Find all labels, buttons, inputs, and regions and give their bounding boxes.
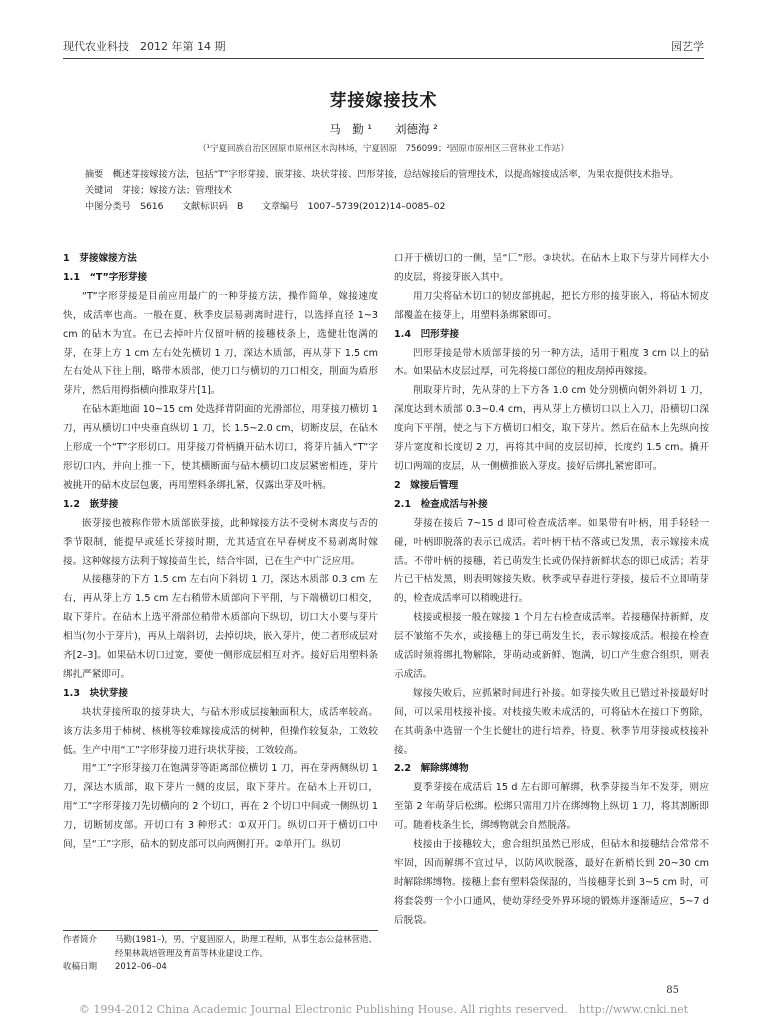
article-authors: 马 勤 ¹ 刘德海 ² (329, 122, 438, 136)
journal-info: 现代农业科技 2012 年第 14 期 (63, 40, 226, 53)
body-paragraph: 用刀尖将砧木切口的韧皮部挑起，把长方形的接芽嵌入，将砧木韧皮部覆盖在接芽上，用塑料条绑紧即可。 (394, 290, 709, 321)
section-heading: 2.2 解除绑缚物 (394, 763, 469, 775)
body-paragraph: 枝接由于接穗较大，愈合组织虽然已形成，但砧木和接穗结合常常不牢固，因而解绑不宜过早，以防风吹脱落，最好在新梢长到 20~30 cm 时解除绑缚物。接穗上套有塑料袋保湿的，当接穗芽长到 3~5 cm 时，可将套袋剪一个小口通风，使幼芽经受外界环境的锻炼并逐渐适应，5~7 d 后脱袋。 (394, 839, 709, 926)
body-paragraph: 块状芽接所取的接芽块大，与砧木形成层接触面积大，成活率较高。该方法多用于柿树、核桃等较难嫁接成活的树种，但操作较复杂，工效较低。生产中用“工”字形芽接刀进行块状芽接，工效较高。 (63, 706, 378, 756)
section-heading: 1.3 块状芽接 (63, 687, 128, 699)
body-paragraph: 嫁接失败后，应抓紧时间进行补接。如芽接失败且已错过补接最好时间，可以采用枝接补接。对枝接失败未成活的，可将砧木在接口下剪除，在其萌条中选留一个生长健壮的进行培养，待夏、秋季节用芽接或枝接补接。 (394, 687, 709, 756)
right-column (394, 250, 709, 931)
footnote-rule (63, 930, 378, 931)
received-date (63, 961, 378, 975)
body-paragraph: 口开于横切口的一侧，呈“匚”形。③块状。在砧木上取下与芽片同样大小的皮层，将接芽嵌入其中。 (394, 253, 709, 283)
author-bio (63, 934, 378, 961)
header-rule (63, 58, 704, 59)
section-heading: 1.2 嵌芽接 (63, 498, 119, 510)
running-header (63, 38, 704, 56)
abstract-block (63, 167, 704, 215)
body-paragraph: 凹形芽接是带木质部芽接的另一种方法，适用于粗度 3 cm 以上的砧木。如果砧木皮层过厚，可先将接口部位的粗皮刮掉再嫁接。 (394, 347, 709, 378)
author-bio-label: 作者简介 (63, 935, 98, 945)
body-paragraph: 从接穗芽的下方 1.5 cm 左右向下斜切 1 刀，深达木质部 0.3 cm 左右，再从芽上方 1.5 cm 左右稍带木质部向下平削，与下端横切口相交，取下芽片。在砧木上选平滑部位稍带木质部向下纵切，切口大小要与芽片相当(勿小于芽片)，再从上端斜切，去掉切块，嵌入芽片，使二者形成层对齐[2–3]。如果砧木切口过宽，要使一侧形成层相互对齐。接好后用塑料条绑扎严紧即可。 (63, 574, 378, 680)
body-paragraph: 枝接或根接一般在嫁接 1 个月左右检查成活率。若接穗保持新鲜，皮层不皱缩不失水，或接穗上的芽已萌发生长，表示嫁接成活。根接在检查成活时须将绑扎物解除，芽萌动或新鲜、饱满，切口产生愈合组织，则表示成活。 (394, 612, 709, 680)
section-heading: 2.1 检查成活与补接 (394, 498, 488, 510)
body-paragraph: 在砧木距地面 10~15 cm 处选择背阴面的光滑部位，用芽接刀横切 1 刀，再从横切口中央垂直纵切 1 刀，长 1.5~2.0 cm，切断皮层，在砧木上形成一个“T”字形切口。用芽接刀骨柄撬开砧木切口，将芽片插入“T”字形切口内，并向上推一下，使其横断面与砧木横切口皮层紧密相连，芽片被挑开的砧木皮层包裹，再用塑料条绑扎紧，仅露出芽及叶柄。 (63, 404, 378, 491)
copyright-watermark: © 1994-2012 China Academic Journal Electronic Publishing House. All rights reserved. http://www.cnki.net (78, 1003, 689, 1016)
footnote (63, 934, 378, 975)
section-name: 园艺学 (671, 40, 704, 53)
received-date-label: 收稿日期 (63, 962, 98, 972)
body-paragraph: “T”字形芽接是目前应用最广的一种芽接方法，操作简单，嫁接速度快，成活率也高。一般在夏、秋季皮层易剥离时进行，以选择直径 1~3 cm 的砧木为宜。在已去掉叶片仅留叶柄的接穗枝条上，选健壮饱满的芽，在芽上方 1 cm 左右处先横切 1 刀，深达木质部，再从芽下 1.5 cm 左右处从下往上削，略带木质部，使刀口与横切的刀口相交，削面为盾形芽片，然后用拇指横向推取芽片[1]。 (63, 290, 378, 397)
author-bio-text: 马勤(1981–)，男，宁夏固原人，助理工程师，从事生态公益林营造、经果林栽培管理及育苗等林业建设工作。 (115, 935, 378, 959)
section-heading: 1.4 凹形芽接 (394, 328, 459, 340)
page-number: 85 (666, 985, 679, 996)
author-affiliation: （¹宁夏回族自治区固原市原州区水沟林场，宁夏固原 756099；²固原市原州区三营林业工作站） (198, 144, 569, 154)
section-heading: 1.1 “T”字形芽接 (63, 271, 148, 283)
body-paragraph: 嵌芽接也被称作带木质部嵌芽接，此种嫁接方法不受树木离皮与否的季节限制，能提早或延长芽接时期，尤其适宜在早春树皮不易剥离时嫁接。这种嫁接方法利于嫁接苗生长，结合牢固，已在生产中广泛应用。 (63, 517, 378, 567)
article-title: 芽接嫁接技术 (329, 91, 438, 111)
received-date-text: 2012–06–04 (115, 962, 167, 972)
section-heading: 2 嫁接后管理 (394, 479, 459, 491)
classification-info: 中图分类号 S616 文献标识码 B 文章编号 1007–5739(2012)14–0085–02 (85, 201, 446, 212)
body-paragraph: 芽接在接后 7~15 d 即可检查成活率。如果带有叶柄，用手轻轻一碰，叶柄即脱落的表示已成活。若叶柄干枯不落或已发黑，表示嫁接未成活。不带叶柄的接穗，若已萌发生长或仍保持新鲜状态的即已成活；若芽片已干枯发黑，则表明嫁接失败。秋季或早春进行芽接，接后不立即萌芽的，检查成活率可以稍晚进行。 (394, 517, 709, 605)
keywords: 关键词 芽接；嫁接方法；管理技术 (85, 185, 232, 196)
body-paragraph: 用“工”字形芽接刀在饱满芽等距离部位横切 1 刀，再在芽两侧纵切 1 刀，深达木质部，取下芽片一侧的皮层，取下芽片。在砧木上开切口，用“工”字形芽接刀先切横向的 2 个切口，再在 2 个切口中间或一侧纵切 1 刀，切断韧皮部。开切口有 3 种形式：①双开门。纵切口开于横切口中间，呈“工”字形，砧木的韧皮部可以向两侧打开。②单开门。纵切 (63, 763, 378, 851)
body-paragraph: 削取芽片时，先从芽的上下方各 1.0 cm 处分别横向朝外斜切 1 刀，深度达到木质部 0.3~0.4 cm，再从芽上方横切口以上入刀，沿横切口深度向下平削，使之与下方横切口相交，取下芽片。然后在砧木上先纵向按芽片宽度和长度切 2 刀，再将其中间的皮层切掉，长度约 1.5 cm。撬开切口两端的皮层，从一侧横推嵌入芽皮。接好后绑扎紧密即可。 (394, 385, 709, 472)
body-paragraph: 夏季芽接在成活后 15 d 左右即可解绑，秋季芽接当年不发芽，则应至第 2 年萌芽后松绑。松绑只需用刀片在绑缚物上纵切 1 刀，将其割断即可。随着枝条生长，绑缚物就会自然脱落。 (394, 782, 709, 832)
abstract-text: 摘要 概述芽接嫁接方法，包括“T”字形芽接、嵌芽接、块状芽接、凹形芽接，总结嫁接后的管理技术，以提高嫁接成活率，为果农提供技术指导。 (85, 169, 679, 180)
left-column (63, 250, 378, 855)
section-heading: 1 芽接嫁接方法 (63, 253, 137, 264)
